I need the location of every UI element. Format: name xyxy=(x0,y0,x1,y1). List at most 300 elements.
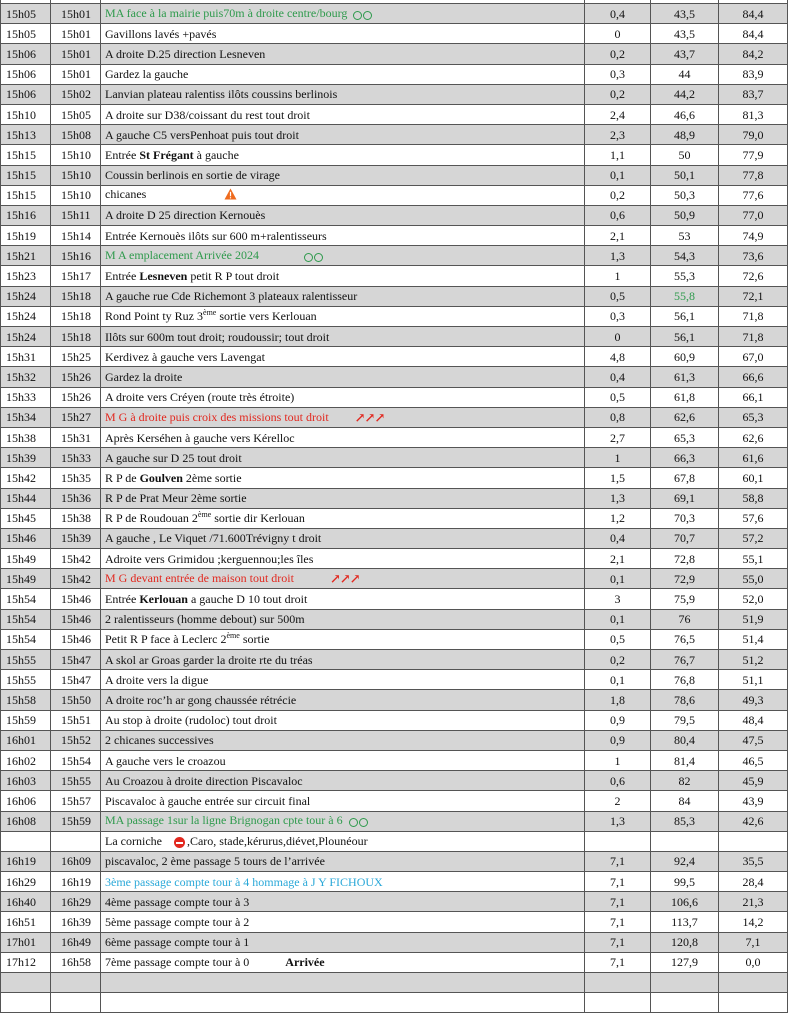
instruction-cell xyxy=(101,407,585,427)
time-early-cell: 15h52 xyxy=(51,730,101,750)
time-scheduled-cell: 15h24 xyxy=(1,286,51,306)
instruction-text: a gauche D 10 tout droit xyxy=(187,592,308,607)
instruction-text: piscavaloc, 2 ème passage 5 tours de l’arrivée xyxy=(105,854,325,869)
instruction-text: A gauche , Le Viquet /71.600Trévigny t droit xyxy=(105,531,322,546)
table-row xyxy=(1,952,788,972)
cumulative-km-cell: 72,8 xyxy=(651,549,719,569)
distance-cell: 2,1 xyxy=(585,226,651,246)
warning-icon xyxy=(224,188,237,203)
time-early-cell: 15h18 xyxy=(51,327,101,347)
time-early-cell: 15h26 xyxy=(51,367,101,387)
distance-cell: 0,2 xyxy=(585,650,651,670)
cumulative-km-cell: 84 xyxy=(651,791,719,811)
time-scheduled-cell: 15h15 xyxy=(1,165,51,185)
cumulative-km-cell: 55,8 xyxy=(651,286,719,306)
time-early-cell: 15h10 xyxy=(51,165,101,185)
distance-cell: 0,4 xyxy=(585,4,651,24)
time-scheduled-cell: 15h21 xyxy=(1,246,51,266)
cumulative-km-cell: 76 xyxy=(651,609,719,629)
instruction-cell xyxy=(101,831,585,851)
time-early-cell: 16h19 xyxy=(51,872,101,892)
time-early-cell: 15h36 xyxy=(51,488,101,508)
arrival-label: Arrivée xyxy=(285,955,325,970)
double-circle-icon xyxy=(352,7,372,21)
time-scheduled-cell: 15h58 xyxy=(1,690,51,710)
instruction-text: 2ème sortie xyxy=(182,470,242,485)
instruction-text: chicanes xyxy=(105,187,147,202)
instruction-text: Petit R P face à Leclerc 2 xyxy=(105,632,227,647)
instruction-cell xyxy=(101,165,585,185)
distance-cell: 0,5 xyxy=(585,387,651,407)
remaining-km-cell: 61,6 xyxy=(719,448,788,468)
instruction-cell xyxy=(101,347,585,367)
remaining-km-cell: 46,5 xyxy=(719,750,788,770)
table-row xyxy=(1,125,788,145)
instruction-text: Kerdivez à gauche vers Lavengat xyxy=(105,349,265,364)
instruction-cell xyxy=(101,952,585,972)
cumulative-km-cell: 50,3 xyxy=(651,185,719,205)
distance-cell: 0,2 xyxy=(585,185,651,205)
time-scheduled-cell: 15h15 xyxy=(1,145,51,165)
time-early-cell: 15h33 xyxy=(51,448,101,468)
time-early-cell: 16h39 xyxy=(51,912,101,932)
time-scheduled-cell: 16h29 xyxy=(1,872,51,892)
remaining-km-cell: 42,6 xyxy=(719,811,788,831)
instruction-cell xyxy=(101,629,585,649)
instruction-text: M G devant entrée de maison tout droit xyxy=(105,571,294,586)
instruction-text: Au stop à droite (rudoloc) tout droit xyxy=(105,713,277,728)
instruction-text: St Frégant xyxy=(139,147,194,162)
remaining-km-cell: 28,4 xyxy=(719,872,788,892)
cumulative-km-cell: 61,8 xyxy=(651,387,719,407)
distance-cell: 0,1 xyxy=(585,165,651,185)
instruction-text: 6ème passage compte tour à 1 xyxy=(105,935,250,950)
time-early-cell: 15h18 xyxy=(51,286,101,306)
cumulative-km-cell: 70,3 xyxy=(651,508,719,528)
cumulative-km-cell: 53 xyxy=(651,226,719,246)
time-scheduled-cell: 15h38 xyxy=(1,427,51,447)
table-row xyxy=(1,427,788,447)
instruction-cell xyxy=(101,367,585,387)
time-early-cell: 15h46 xyxy=(51,609,101,629)
red-arrows-icon: ↗↗↗ xyxy=(329,571,360,587)
cumulative-km-cell: 80,4 xyxy=(651,730,719,750)
remaining-km-cell: 83,7 xyxy=(719,84,788,104)
time-early-cell xyxy=(51,973,101,993)
distance-cell xyxy=(585,831,651,851)
remaining-km-cell: 51,9 xyxy=(719,609,788,629)
time-early-cell: 15h27 xyxy=(51,407,101,427)
distance-cell: 7,1 xyxy=(585,932,651,952)
instruction-cell xyxy=(101,710,585,730)
cumulative-km-cell: 76,5 xyxy=(651,629,719,649)
time-early-cell: 15h10 xyxy=(51,185,101,205)
instruction-text: 7ème passage compte tour à 0 xyxy=(105,955,250,970)
instruction-cell xyxy=(101,690,585,710)
double-circle-icon xyxy=(348,815,368,829)
distance-cell: 0,1 xyxy=(585,569,651,589)
distance-cell: 1,2 xyxy=(585,508,651,528)
distance-cell: 1,3 xyxy=(585,246,651,266)
time-early-cell: 15h38 xyxy=(51,508,101,528)
time-early-cell: 15h47 xyxy=(51,670,101,690)
time-scheduled-cell: 15h42 xyxy=(1,468,51,488)
cumulative-km-cell: 79,5 xyxy=(651,710,719,730)
instruction-cell xyxy=(101,44,585,64)
table-row xyxy=(1,791,788,811)
cumulative-km-cell xyxy=(651,993,719,1013)
cumulative-km-cell: 50,9 xyxy=(651,205,719,225)
instruction-text: Entrée xyxy=(105,592,140,607)
cumulative-km-cell: 44 xyxy=(651,64,719,84)
remaining-km-cell: 72,1 xyxy=(719,286,788,306)
distance-cell: 0,4 xyxy=(585,367,651,387)
instruction-cell xyxy=(101,448,585,468)
table-row xyxy=(1,185,788,205)
table-row xyxy=(1,609,788,629)
distance-cell: 0,8 xyxy=(585,407,651,427)
circle-shape xyxy=(304,253,313,262)
cumulative-km-cell: 81,4 xyxy=(651,750,719,770)
instruction-cell xyxy=(101,973,585,993)
instruction-cell xyxy=(101,84,585,104)
distance-cell: 0,3 xyxy=(585,306,651,326)
instruction-cell xyxy=(101,488,585,508)
time-early-cell: 15h01 xyxy=(51,4,101,24)
table-row xyxy=(1,488,788,508)
instruction-text: A gauche C5 versPenhoat puis tout droit xyxy=(105,127,299,142)
distance-cell: 7,1 xyxy=(585,952,651,972)
no-entry-icon xyxy=(174,837,185,848)
remaining-km-cell: 60,1 xyxy=(719,468,788,488)
remaining-km-cell: 48,4 xyxy=(719,710,788,730)
distance-cell: 7,1 xyxy=(585,851,651,871)
time-scheduled-cell: 16h01 xyxy=(1,730,51,750)
distance-cell: 0,5 xyxy=(585,286,651,306)
cumulative-km-cell: 56,1 xyxy=(651,327,719,347)
instruction-text: A droite vers Créyen (route très étroite) xyxy=(105,390,295,405)
distance-cell: 0,1 xyxy=(585,670,651,690)
instruction-cell xyxy=(101,569,585,589)
instruction-text: A gauche rue Cde Richemont 3 plateaux ralentisseur xyxy=(105,289,358,304)
cumulative-km-cell: 50 xyxy=(651,145,719,165)
instruction-text: A skol ar Groas garder la droite rte du tréas xyxy=(105,652,313,667)
cumulative-km-cell xyxy=(651,973,719,993)
time-scheduled-cell: 15h06 xyxy=(1,64,51,84)
table-row xyxy=(1,993,788,1013)
instruction-text: A gauche vers le croazou xyxy=(105,753,226,768)
time-scheduled-cell: 15h24 xyxy=(1,306,51,326)
table-row xyxy=(1,710,788,730)
time-scheduled-cell: 16h19 xyxy=(1,851,51,871)
cumulative-km-cell: 76,8 xyxy=(651,670,719,690)
table-row xyxy=(1,932,788,952)
time-scheduled-cell: 15h23 xyxy=(1,266,51,286)
instruction-cell xyxy=(101,4,585,24)
time-scheduled-cell: 15h24 xyxy=(1,327,51,347)
distance-cell: 4,8 xyxy=(585,347,651,367)
time-early-cell xyxy=(51,831,101,851)
time-early-cell: 15h35 xyxy=(51,468,101,488)
time-early-cell: 15h46 xyxy=(51,629,101,649)
table-row xyxy=(1,44,788,64)
time-scheduled-cell: 15h34 xyxy=(1,407,51,427)
table-row xyxy=(1,286,788,306)
cumulative-km-cell: 69,1 xyxy=(651,488,719,508)
remaining-km-cell: 21,3 xyxy=(719,892,788,912)
instruction-cell xyxy=(101,205,585,225)
table-row xyxy=(1,4,788,24)
instruction-cell xyxy=(101,306,585,326)
instruction-text: Gardez la droite xyxy=(105,369,183,384)
time-early-cell: 15h42 xyxy=(51,569,101,589)
cumulative-km-cell: 56,1 xyxy=(651,306,719,326)
time-scheduled-cell: 15h45 xyxy=(1,508,51,528)
instruction-text: 4ème passage compte tour à 3 xyxy=(105,894,250,909)
instruction-text: Après Kerséhen à gauche vers Kérelloc xyxy=(105,430,295,445)
remaining-km-cell: 35,5 xyxy=(719,851,788,871)
distance-cell xyxy=(585,973,651,993)
table-row xyxy=(1,84,788,104)
remaining-km-cell: 84,4 xyxy=(719,24,788,44)
distance-cell: 0,3 xyxy=(585,64,651,84)
time-scheduled-cell: 15h05 xyxy=(1,24,51,44)
remaining-km-cell: 45,9 xyxy=(719,771,788,791)
remaining-km-cell: 51,1 xyxy=(719,670,788,690)
distance-cell: 1,8 xyxy=(585,690,651,710)
time-early-cell: 15h08 xyxy=(51,125,101,145)
table-row xyxy=(1,468,788,488)
instruction-cell xyxy=(101,24,585,44)
instruction-text: Adroite vers Grimidou ;kerguennou;les îles xyxy=(105,551,314,566)
distance-cell: 0,6 xyxy=(585,205,651,225)
table-row xyxy=(1,327,788,347)
instruction-text: A droite sur D38/coissant du rest tout droit xyxy=(105,107,310,122)
circle-shape xyxy=(349,818,358,827)
cumulative-km-cell: 54,3 xyxy=(651,246,719,266)
table-row xyxy=(1,347,788,367)
distance-cell: 1 xyxy=(585,448,651,468)
distance-cell: 1 xyxy=(585,750,651,770)
instruction-text: 5ème passage compte tour à 2 xyxy=(105,915,250,930)
time-scheduled-cell: 16h51 xyxy=(1,912,51,932)
remaining-km-cell xyxy=(719,993,788,1013)
instruction-text: Lesneven xyxy=(139,269,188,284)
cumulative-km-cell: 92,4 xyxy=(651,851,719,871)
time-early-cell: 15h18 xyxy=(51,306,101,326)
instruction-text: 2 chicanes successives xyxy=(105,733,214,748)
time-early-cell: 16h29 xyxy=(51,892,101,912)
remaining-km-cell: 57,2 xyxy=(719,528,788,548)
table-row xyxy=(1,730,788,750)
distance-cell: 0,2 xyxy=(585,84,651,104)
table-row xyxy=(1,306,788,326)
cumulative-km-cell: 46,6 xyxy=(651,104,719,124)
time-scheduled-cell: 17h12 xyxy=(1,952,51,972)
time-early-cell: 15h47 xyxy=(51,650,101,670)
cumulative-km-cell: 55,3 xyxy=(651,266,719,286)
instruction-text: Lanvian plateau ralentiss ilôts coussins berlinois xyxy=(105,87,338,102)
instruction-text: A droite vers la digue xyxy=(105,672,209,687)
distance-cell: 0,1 xyxy=(585,609,651,629)
remaining-km-cell: 77,9 xyxy=(719,145,788,165)
time-early-cell: 15h11 xyxy=(51,205,101,225)
distance-cell: 3 xyxy=(585,589,651,609)
instruction-text: M G à droite puis croix des missions tout droit xyxy=(105,409,329,424)
time-scheduled-cell: 15h55 xyxy=(1,650,51,670)
time-scheduled-cell: 15h49 xyxy=(1,549,51,569)
remaining-km-cell: 47,5 xyxy=(719,730,788,750)
table-row xyxy=(1,226,788,246)
cumulative-km-cell: 65,3 xyxy=(651,427,719,447)
remaining-km-cell: 84,4 xyxy=(719,4,788,24)
circle-shape xyxy=(353,11,362,20)
cumulative-km-cell: 43,5 xyxy=(651,4,719,24)
instruction-text: Ilôts sur 600m tout droit; roudoussir; tout droit xyxy=(105,329,330,344)
instruction-cell xyxy=(101,791,585,811)
instruction-text: Entrée xyxy=(105,147,140,162)
remaining-km-cell: 84,2 xyxy=(719,44,788,64)
distance-cell: 0 xyxy=(585,24,651,44)
time-scheduled-cell: 16h02 xyxy=(1,750,51,770)
time-scheduled-cell: 15h49 xyxy=(1,569,51,589)
instruction-text: A droite D.25 direction Lesneven xyxy=(105,46,266,61)
instruction-text: R P de xyxy=(105,470,140,485)
remaining-km-cell: 77,0 xyxy=(719,205,788,225)
cumulative-km-cell xyxy=(651,831,719,851)
circle-shape xyxy=(314,253,323,262)
instruction-cell xyxy=(101,528,585,548)
instruction-cell xyxy=(101,609,585,629)
instruction-text: petit R P tout droit xyxy=(187,269,280,284)
table-row xyxy=(1,872,788,892)
remaining-km-cell: 66,6 xyxy=(719,367,788,387)
time-scheduled-cell: 15h46 xyxy=(1,528,51,548)
instruction-cell xyxy=(101,286,585,306)
remaining-km-cell: 62,6 xyxy=(719,427,788,447)
distance-cell: 7,1 xyxy=(585,872,651,892)
time-scheduled-cell: 15h31 xyxy=(1,347,51,367)
remaining-km-cell: 83,9 xyxy=(719,64,788,84)
remaining-km-cell: 67,0 xyxy=(719,347,788,367)
remaining-km-cell: 51,4 xyxy=(719,629,788,649)
cumulative-km-cell: 61,3 xyxy=(651,367,719,387)
instruction-text: Entrée xyxy=(105,269,140,284)
time-scheduled-cell xyxy=(1,831,51,851)
table-row xyxy=(1,650,788,670)
time-scheduled-cell: 15h06 xyxy=(1,44,51,64)
remaining-km-cell: 66,1 xyxy=(719,387,788,407)
table-row xyxy=(1,690,788,710)
double-circle-icon xyxy=(303,249,323,263)
instruction-text: Coussin berlinois en sortie de virage xyxy=(105,168,280,183)
red-arrows-icon: ↗↗↗ xyxy=(354,409,385,425)
remaining-km-cell: 0,0 xyxy=(719,952,788,972)
instruction-text: A droite roc’h ar gong chaussée rétrécie xyxy=(105,692,297,707)
time-scheduled-cell: 15h54 xyxy=(1,589,51,609)
time-scheduled-cell: 15h32 xyxy=(1,367,51,387)
table-row xyxy=(1,448,788,468)
table-row xyxy=(1,670,788,690)
instruction-text: Kerlouan xyxy=(139,592,188,607)
instruction-text: Goulven xyxy=(139,470,183,485)
instruction-text: R P de Prat Meur 2ème sortie xyxy=(105,491,247,506)
time-scheduled-cell: 15h13 xyxy=(1,125,51,145)
table-row xyxy=(1,973,788,993)
time-scheduled-cell: 15h44 xyxy=(1,488,51,508)
time-early-cell: 15h46 xyxy=(51,589,101,609)
table-row xyxy=(1,549,788,569)
instruction-cell xyxy=(101,650,585,670)
remaining-km-cell: 73,6 xyxy=(719,246,788,266)
table-row xyxy=(1,104,788,124)
instruction-text: MA passage 1sur la ligne Brignogan cpte tour à 6 xyxy=(105,813,343,828)
distance-cell: 0 xyxy=(585,327,651,347)
table-row xyxy=(1,811,788,831)
table-row xyxy=(1,508,788,528)
time-early-cell xyxy=(51,993,101,1013)
instruction-cell xyxy=(101,64,585,84)
time-early-cell: 15h14 xyxy=(51,226,101,246)
table-row xyxy=(1,629,788,649)
circle-shape xyxy=(363,11,372,20)
remaining-km-cell: 77,6 xyxy=(719,185,788,205)
distance-cell: 7,1 xyxy=(585,892,651,912)
distance-cell: 1,3 xyxy=(585,488,651,508)
instruction-cell xyxy=(101,993,585,1013)
table-row xyxy=(1,246,788,266)
time-scheduled-cell: 15h54 xyxy=(1,609,51,629)
cumulative-km-cell: 43,5 xyxy=(651,24,719,44)
time-scheduled-cell: 17h01 xyxy=(1,932,51,952)
table-row xyxy=(1,528,788,548)
instruction-cell xyxy=(101,589,585,609)
time-early-cell: 15h50 xyxy=(51,690,101,710)
remaining-km-cell: 52,0 xyxy=(719,589,788,609)
instruction-text: La corniche xyxy=(105,834,162,849)
instruction-text: Gavillons lavés +pavés xyxy=(105,26,217,41)
instruction-text: Entrée Kernouès ilôts sur 600 m+ralentisseurs xyxy=(105,228,327,243)
instruction-cell xyxy=(101,730,585,750)
instruction-cell xyxy=(101,811,585,831)
cumulative-km-cell: 78,6 xyxy=(651,690,719,710)
distance-cell: 0,9 xyxy=(585,730,651,750)
instruction-text: R P de Roudouan 2 xyxy=(105,511,198,526)
distance-cell: 2,7 xyxy=(585,427,651,447)
cumulative-km-cell: 75,9 xyxy=(651,589,719,609)
distance-cell: 1,5 xyxy=(585,468,651,488)
time-scheduled-cell: 16h03 xyxy=(1,771,51,791)
instruction-cell xyxy=(101,104,585,124)
cumulative-km-cell: 72,9 xyxy=(651,569,719,589)
distance-cell: 2,3 xyxy=(585,125,651,145)
time-scheduled-cell: 16h06 xyxy=(1,791,51,811)
instruction-cell xyxy=(101,387,585,407)
remaining-km-cell: 79,0 xyxy=(719,125,788,145)
instruction-cell xyxy=(101,549,585,569)
instruction-cell xyxy=(101,872,585,892)
remaining-km-cell: 55,1 xyxy=(719,549,788,569)
remaining-km-cell xyxy=(719,831,788,851)
table-row xyxy=(1,912,788,932)
instruction-cell xyxy=(101,185,585,205)
time-early-cell: 16h49 xyxy=(51,932,101,952)
time-early-cell: 15h10 xyxy=(51,145,101,165)
time-early-cell: 15h31 xyxy=(51,427,101,447)
table-row xyxy=(1,24,788,44)
table-row xyxy=(1,831,788,851)
time-early-cell: 15h55 xyxy=(51,771,101,791)
